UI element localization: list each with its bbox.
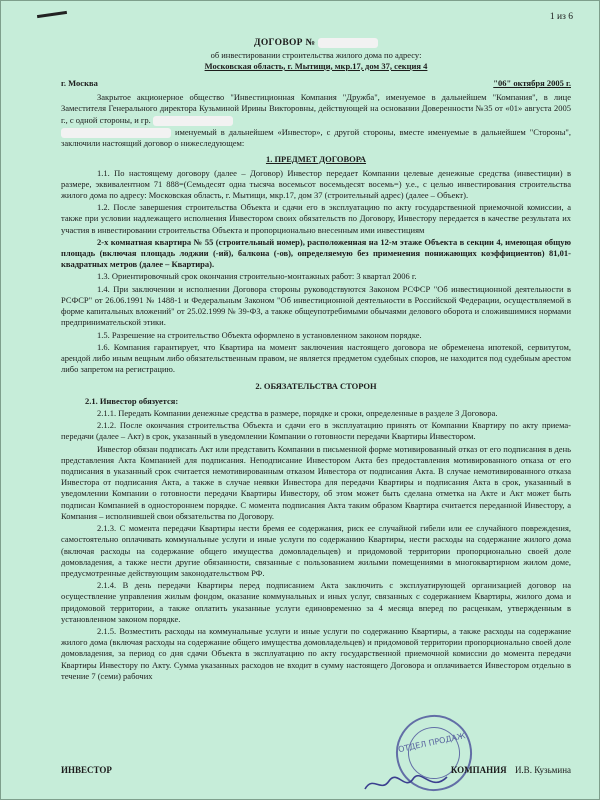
apartment-description: 2-х комнатная квартира № 55 (строительный номер), расположенная на 12-м этаже Объекта в секции 4, имеющая общую площадь (включая площадь лоджии (-ий), балкона (-ов), определяемую без применения понижающих коэффициентов) 81,01- квадратных метров (далее – Квартира).	[61, 236, 571, 270]
clause-1-5: 1.5. Разрешение на строительство Объекта оформлено в установленном законом порядке.	[97, 329, 422, 340]
signature-row	[61, 765, 571, 777]
place-date-row	[61, 78, 571, 89]
contract-title: ДОГОВОР №	[61, 37, 571, 50]
clause-2-1-4: 2.1.4. В день передачи Квартиры перед подписанием Акта заключить с эксплуатирующей организацией договор на осуществление управления жилым фондом, оказание коммунальных и иных услуг, связанных с содержанием Квартиры, жилого дома и придомовой территории, а также оплатить указанные услуги единовременно за 4 месяца вперед по расценкам, утвержденным в установленном законом порядке.	[61, 580, 571, 624]
act-paragraph: Инвестор обязан подписать Акт или представить Компании в письменной форме мотивированный отказ от его подписания в день представления Акта Компанией для подписания. Неподписание Инвестором Акта без предоставления мотивированного отказа от его подписания в указанный срок считается немотивированным отказом Инвестора от подписания Акта. В случае немотивированного отказа Инвестора от подписания Акта, а также в случае неявки Инвестора для передачи Квартиры и подписания Акта в срок, указанный в уведомлении Компании о готовности передачи Квартиры Инвестору, об этом может быть сделана отметка на Акте и Акт может быть подписан Компанией в одностороннем порядке. С момента подписания Акта таким образом Квартира считается переданной Инвестору, а Компания – исполнившей свои обязательства по Договору.	[61, 443, 571, 521]
clause-2-1-2: 2.1.2. После окончания строительства Объекта и сдачи его в эксплуатацию принять от Компании Квартиру по акту приема-передачи (далее – Акт) в срок, указанный в уведомлении Компании о готовности передачи Квартиры Инвестором.	[61, 420, 571, 442]
clause-1-6: 1.6. Компания гарантирует, что Квартира на момент заключения настоящего договора не обременена ипотекой, сервитутом, арендой либо иным вещным либо обязательственным правом, не является предметом судебных споров, не находится под судебным арестом либо запретом на регистрацию.	[61, 341, 571, 375]
pen-mark	[37, 11, 67, 18]
clause-2-1-5: 2.1.5. Возместить расходы на коммунальные услуги и иные услуги по содержанию Квартиры, а также расходы на содержание жилого дома (включая расходы на содержание общего имущества домовладельцев) и придомовой территории пропорционально своей доле домовладения, за период со дня сдачи Объекта в эксплуатацию по акту государственной приемочной комиссии до момента передачи Квартиры Инвестору по Акту. Сумма указанных расходов не входит в сумму настоящего Договора и оплачивается Инвестором отдельно в течение 7 (семи) рабочих	[61, 626, 571, 681]
subsection-2-1: 2.1. Инвестор обязуется:	[85, 395, 179, 406]
clause-2-1-1: 2.1.1. Передать Компании денежные средства в размере, порядке и сроки, определенные в разделе 3 Договора.	[97, 407, 498, 418]
company-signature-label: КОМПАНИЯ	[450, 765, 507, 775]
section-1-heading: 1. ПРЕДМЕТ ДОГОВОРА	[265, 154, 367, 165]
stamp-text: ОТДЕЛ ПРОДАЖ	[397, 731, 467, 755]
document-body	[61, 37, 571, 683]
clause-1-3: 1.3. Ориентировочный срок окончания строительно-монтажных работ: 3 квартал 2006 г.	[97, 271, 417, 282]
clause-1-4: 1.4. При заключении и исполнении Договора стороны руководствуются Законом РСФСР "Об инвестиционной деятельности в РСФСР" от 26.06.1991 № 1488-1 и Федеральным Законом "Об инвестиционной деятельности в Российской Федерации, осуществляемой в форме капитальных вложений" от 25.02.1999 № 39-ФЗ, а также общеупотребимыми обычаями делового оборота и сложившимися нормами предпринимательской этики.	[61, 283, 571, 328]
company-signature-block	[451, 765, 571, 777]
clause-1-1: 1.1. По настоящему договору (далее – Договор) Инвестор передает Компании целевые денежные средства (инвестиции) в размере, эквивалентном 71 888=(Семьдесят одна тысяча восемьсот восемьдесят восемь=) у.е., с целью инвестирования строительства жилого дома по адресу: Московская область, г. Мытищи, мкр.17, дом 37 (строительный адрес) (далее – Объект).	[61, 167, 571, 200]
investor-signature-label: ИНВЕСТОР	[61, 765, 112, 775]
clause-1-2: 1.2. После завершения строительства Объекта и сдачи его в эксплуатацию по акту государственной приемочной комиссии, а также при условии надлежащего исполнения Инвестором своих обязательств по Договору, Инвестору передается в качестве результата их участия в инвестировании строительства Объекта и пропорционально внесенным ими инвестициям	[61, 202, 571, 235]
redacted-number	[318, 38, 378, 48]
title-block	[61, 37, 571, 72]
preamble-2: именуемый в дальнейшем «Инвестор», с другой стороны, вместе именуемые в дальнейшем "Стороны", заключили настоящий договор о нижеследующем:	[61, 126, 572, 149]
page-number: 1 из 6	[549, 12, 573, 22]
redacted-name-2	[61, 128, 171, 138]
object-address: Московская область, г. Мытищи, мкр.17, дом 37, секция 4	[204, 60, 428, 71]
contract-subtitle: об инвестировании строительства жилого дома по адресу:	[210, 49, 422, 60]
redacted-name	[153, 116, 233, 126]
city: г. Москва	[61, 77, 98, 88]
preamble-1: Закрытое акционерное общество "Инвестиционная Компания "Дружба", именуемое в дальнейшем "Компания", в лице Заместителя Генерального директора Кузьминой Ирины Викторовны, действующей на основании Доверенности №35 от «01» августа 2005 г., с одной стороны, и гр.	[61, 92, 571, 125]
company-representative: И.В. Кузьмина	[514, 765, 571, 775]
clause-2-1-3: 2.1.3. С момента передачи Квартиры нести бремя ее содержания, риск ее случайной гибели или ее случайного повреждения, самостоятельно оплачивать коммунальные услуги и иные услуги по содержанию Квартиры, нести расходы на содержание жилого дома (включая расходы на содержание общего имущества домовладельцев) и придомовой территории пропорционально своей доле домовладения, а также нести другие обязанности, связанные с пользованием жилыми помещениями в многоквартирном жилом доме, предусмотренные действующим законодательством РФ.	[61, 523, 571, 578]
contract-date: "06" октября 2005 г.	[493, 77, 571, 88]
section-2-heading: 2. ОБЯЗАТЕЛЬСТВА СТОРОН	[255, 381, 377, 392]
